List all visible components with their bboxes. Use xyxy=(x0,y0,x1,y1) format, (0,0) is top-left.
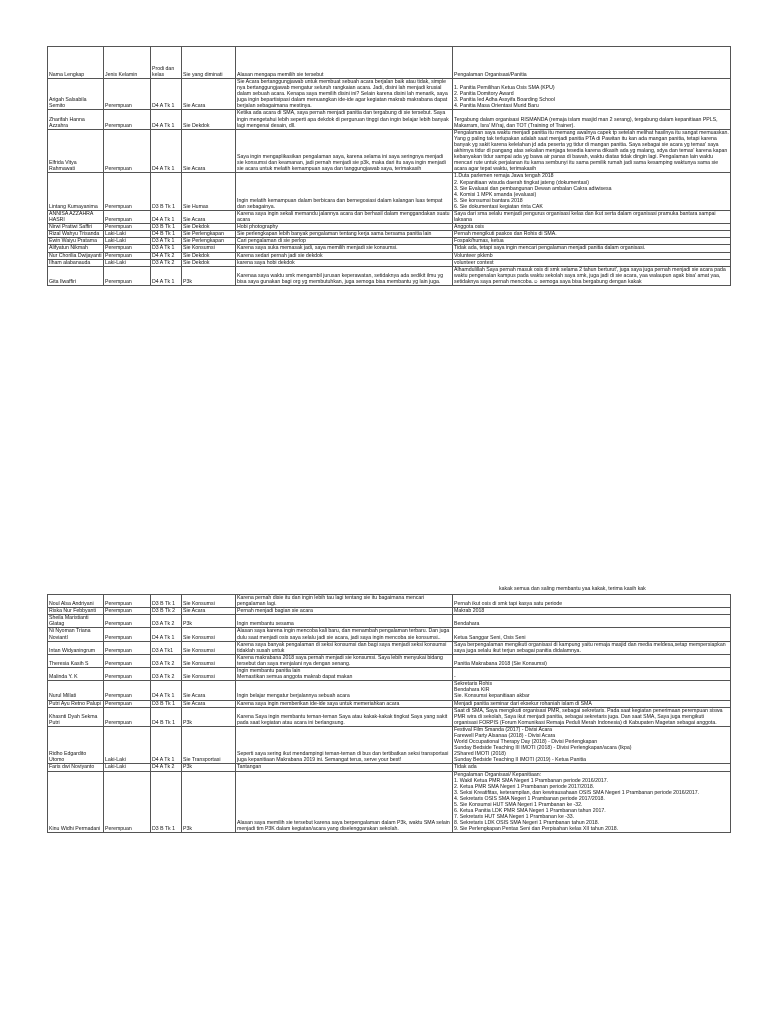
name-cell: Zharifah Hanna Azzahra xyxy=(48,110,104,129)
table-row xyxy=(48,608,731,615)
division-cell: P3k xyxy=(182,266,236,285)
class-cell: D3 A Tk 1 xyxy=(151,245,182,252)
division-cell: Sie Perlengkapan xyxy=(182,238,236,245)
class-cell: D3 A Tk1 xyxy=(151,641,182,654)
table-row xyxy=(48,615,731,628)
class-cell: D3 A Tk 2 xyxy=(151,668,182,681)
division-cell: Sie Konsumsi xyxy=(182,641,236,654)
gender-cell: Perempuan xyxy=(104,210,151,223)
gender-cell: Perempuan xyxy=(104,681,151,700)
name-cell: Alifyatun Nikmah xyxy=(48,245,104,252)
gender-cell: Perempuan xyxy=(104,707,151,726)
name-cell: Theresia Kasih S xyxy=(48,654,104,667)
reason-cell: Karena saya ingin memberikan ide-ide saya untuk memeriahkan acara xyxy=(236,700,453,707)
experience-cell: Anggota osis xyxy=(453,224,731,231)
gender-cell: Perempuan xyxy=(104,129,151,173)
class-cell: D3 B Tk 1 xyxy=(151,700,182,707)
page-2-table-wrapper xyxy=(47,594,730,833)
class-cell: D4 B Tk 1 xyxy=(151,231,182,238)
table-row xyxy=(48,595,731,608)
class-cell: D3 A Tk 2 xyxy=(151,654,182,667)
class-cell: D4 B Tk 1 xyxy=(151,707,182,726)
name-cell: ANNISA AZZAHRA HASRI xyxy=(48,210,104,223)
table-row xyxy=(48,173,731,211)
class-cell: D4 A Tk 2 xyxy=(151,252,182,259)
name-cell: Sheila Maristianti Glatag xyxy=(48,615,104,628)
experience-cell: Saya berpengalaman mengikuti organisasi di kampung yaitu remaja masjid dan media meldesa,setap mempersiapkan saya juga selalu ikut terjun sebagai panitia didalamnya. xyxy=(453,641,731,654)
experience-cell: Ketua Sanggar Seni, Osis Seni xyxy=(453,628,731,641)
division-cell: Sie Humas xyxy=(182,173,236,211)
table-header-row xyxy=(48,47,731,79)
reason-cell: Ingin melatih kemampuan dalam berbicara dan bernegosiasi dalam kalangan luas tempat dan sebagainya. xyxy=(236,173,453,211)
division-cell: Sie Transportasi xyxy=(182,726,236,764)
division-cell: Sie Dekdok xyxy=(182,252,236,259)
gender-cell: Perempuan xyxy=(104,252,151,259)
division-cell: Sie Acara xyxy=(182,129,236,173)
name-cell: Kinu Widhi Permadani xyxy=(48,771,104,833)
reason-cell: Sie Acara bertanggungjawab untuk membuat sebuah acara berjalan baik atau tidak, simple nya bertanggungjawab mengatur seluruh rangkaian acara. Jadi, disini lah menjadi krusial dalam sebuah acara. Kenapa saya memilih disini ini? Selain karena disini lah menarik, saya juga ingin bepartisipasi dalam menuangkan ide-ide agar kegiatan makrab makrabana dapat berjalan sebagaimana mestinya. xyxy=(236,79,453,110)
reason-cell: Karena pernah disie itu dan ingin lebih tau lagi tentang sie itu bagaimana mencari pengalaman lagi. xyxy=(236,595,453,608)
experience-cell: Alhamdulillah Saya pernah masuk osis di smk selama 2 tahun berturut', juga saya juga pernah menjadi sie acara pada waktu pengenalan kampus pada waktu sekolah saya smk, juga jadi di sie acara, yaa walaupun agak bisa' amat yaa, setidaknya saya pernah mencoba.☺ semoga saya bisa bergabung dengan kakak xyxy=(453,266,731,285)
gender-cell: Perempuan xyxy=(104,628,151,641)
name-cell: Khasnti Dyah Sekma Putri xyxy=(48,707,104,726)
class-cell: D3 A Tk 2 xyxy=(151,615,182,628)
reason-cell: Alasan saya karena ingin mencoba kali baru, dan menambah pengalaman terbaru. Dan juga dulu saat menjadi osis saya selalu jadi sie acara, jadi saya ingin mencoba sie konsumsi.. xyxy=(236,628,453,641)
reason-cell: Karena sedari pernah jadi sie dekdok xyxy=(236,252,453,259)
class-cell: D3 B Tk 2 xyxy=(151,608,182,615)
gender-cell: Perempuan xyxy=(104,173,151,211)
name-cell: Noul Alsa Andriyani xyxy=(48,595,104,608)
gender-cell: Perempuan xyxy=(104,110,151,129)
name-cell: Malinda Y. K xyxy=(48,668,104,681)
name-cell: Faris dwi Noviyanto xyxy=(48,764,104,771)
name-cell: Nirwi Pratiwi Saffiri xyxy=(48,224,104,231)
division-cell: Sie Acara xyxy=(182,700,236,707)
table-row xyxy=(48,210,731,223)
table-row xyxy=(48,771,731,833)
table-row xyxy=(48,245,731,252)
division-cell: Sie Dekdok xyxy=(182,259,236,266)
table-row xyxy=(48,79,731,110)
experience-cell: Panitia Makrabana 2018 (Sie Konsumsi) xyxy=(453,654,731,667)
table-row xyxy=(48,668,731,681)
reason-cell: Saya ingin mengaplikasikan pengalaman saya, karena selama ini saya seringnya menjadi sie konsumsi dan keamanan, jadi pernah menjadi sie p3k, maka dari itu saya ingin menjadi sie acara untuk melatih kemampuan saya dan tanggungjawab saya, terimakasih xyxy=(236,129,453,173)
experience-cell: Festival Film Smanda (2017) - Divisi Acara Farewell Party Alsanaa (2018) - Divisi Acara World Occupational Therapy Day (2018) - Divisi Perlengkapan Sunday Bedside Teaching III IMOTI (2018) - Divisi Perlengkapan/acara (Ikpa) 2Shared IMOTI (2018) Sunday Bedside Teaching II IMOTI (2019) - Ketua Panitia xyxy=(453,726,731,764)
gender-cell: Perempuan xyxy=(104,654,151,667)
table-row xyxy=(48,764,731,771)
name-cell: Arigah Salsabila Semito xyxy=(48,79,104,110)
table-row xyxy=(48,252,731,259)
class-cell: D4 A Tk 1 xyxy=(151,628,182,641)
reason-cell: Ingin membantu panitia lain Memastikan semua anggota makrab dapat makan xyxy=(236,668,453,681)
experience-cell: 1.Duta parlemen remaja Jawa tengah 2018 2. Kepanitiaan wisuda daerah tingkat jateng (dokumentasi) 3. Sie Evaluasi dan pembangunan Dewan ambalan Cakra adiwisesa 4. Komisi 1 MPK smanda (evaluasi) 5. Sie konsumsi bantara 2018 6. Sie dokumentasi kegiatan rinta CAK xyxy=(453,173,731,211)
name-cell: Intan Widyaningrum xyxy=(48,641,104,654)
header-cell: Sie yang diminati xyxy=(182,47,236,79)
gender-cell: Laki-Laki xyxy=(104,726,151,764)
division-cell: Sie Perlengkapan xyxy=(182,231,236,238)
class-cell: D4 A Tk 1 xyxy=(151,726,182,764)
table-row xyxy=(48,707,731,726)
experience-cell: Pengalaman Organisasi/ Kepanitiaan: 1. Wakil Ketua PMR SMA Negeri 1 Prambanan periode 2016/2017. 2. Ketua PMR SMA Negeri 1 Prambanan periode 2017/2018. 3. Seksi Kreatifitas, keterampilan, dan kewirausahaan OSIS SMA Negeri 1 Prambanan periode 2016/2017. 4. Sekretaris OSIS SMA Negeri 1 Prambanan periode 2017/2018. 5. Sie Konsumsi HUT SMA Negeri 1 Prambanan ke -32. 6. Ketua Panitia LDK PMR SMA Negeri 1 Prambanan tahun 2017. 7. Sekretaris HUT SMA Negeri 1 Prambanan ke -33. 8. Sekretaris LDK OSIS SMA Negeri 1 Prambanan tahun 2018. 9. Sie Perlengkapan Pentas Seni dan Perpisahan kelas XII tahun 2018. xyxy=(453,771,731,833)
table-row xyxy=(48,700,731,707)
name-cell: Elfrida Vitya Rahmawati xyxy=(48,129,104,173)
header-cell: Jenis Kelamin xyxy=(104,47,151,79)
name-cell: Rizal Wahyu Trisanda xyxy=(48,231,104,238)
class-cell: D4 A Tk 1 xyxy=(151,266,182,285)
reason-cell: Karena makrabana 2018 saya pernah menjadi sie konsumsi. Saya lebih menyukai bidang tersebut dan saya menjalani nya dengan senang. xyxy=(236,654,453,667)
gender-cell: Perempuan xyxy=(104,79,151,110)
table-row xyxy=(48,681,731,700)
gender-cell: Perempuan xyxy=(104,771,151,833)
gender-cell: Perempuan xyxy=(104,266,151,285)
experience-cell: volunteer contest xyxy=(453,259,731,266)
division-cell: Sie Acara xyxy=(182,681,236,700)
table-row xyxy=(48,238,731,245)
division-cell: P3k xyxy=(182,615,236,628)
class-cell: D4 A Tk 1 xyxy=(151,129,182,173)
gender-cell: Perempuan xyxy=(104,245,151,252)
experience-cell: Pernah ikut osis di smk tapi kasya satu periode xyxy=(453,595,731,608)
header-cell: Prodi dan kelas xyxy=(151,47,182,79)
name-cell: Ilham alabanauda xyxy=(48,259,104,266)
class-cell: D4 A Tk 1 xyxy=(151,79,182,110)
registration-table-page-2 xyxy=(47,594,731,833)
table-row xyxy=(48,259,731,266)
experience-cell: Pengalaman saya waktu menjadi panitia itu memang awalnya capek tp setelah melihat hasilnya itu sangat memuaskan. Yang g paling tak terlupakan adalah saat menjadi panitia PTA di Pawitan itu kan ada mangan panitia, tetapi karena banyak yg sakit karena kelelahan jd ada peserta yg tidur di mangan panitia. Saya sebagai sie acara yg temas' saya akhirnya tidur di pangang atas sekalian menjaga tesedia karena dikasih ada yg malang, sdya dan temas' karena kapan kebanyakan tidur sampai ada yg bawa air panas di bawah, waktu diatas tidak dingin lagi. Pengalaman lain waktu mencari rute untuk perjalanan itu karna sembunyi itu sama pemilik rumah jadi sama kesamping waktunya sama sie acara agar tepat waktu, terimakasih xyxy=(454,129,729,173)
gender-cell: Laki-Laki xyxy=(104,238,151,245)
gender-cell: Perempuan xyxy=(104,595,151,608)
experience-cell: Saya dari sma selalu menjadi pengurus organisasi kelas dan ikut serta dalam organisasi pramuka bantara sampai laksana xyxy=(453,210,731,223)
experience-cell: Fospak/humas, ketua xyxy=(453,238,731,245)
gender-cell: Perempuan xyxy=(104,668,151,681)
table-row xyxy=(48,654,731,667)
division-cell: Sie Acara xyxy=(182,210,236,223)
name-cell: Ridho Edgardito Utomo xyxy=(48,726,104,764)
division-cell: Sie Konsumsi xyxy=(182,668,236,681)
experience-cell: - xyxy=(453,668,731,681)
experience-cell: 1. Panitia Pemilihan Ketua Osis SMA (KPU) 2. Panitia Domitory Award 3. Panitia Ied Adha Assyifa Boarding School 4. Panitia Masa Orientasi Murid Baru xyxy=(453,79,731,110)
reason-cell: Karenaa saya waktu smk mengambil jurusan keperawatan, setidaknya ada sedikit ilmu yg bisa saya gunakan bagi org yg membutuhkan, juga semoga bisa membantu yg lain juga. xyxy=(236,266,453,285)
division-cell: Sie Konsumsi xyxy=(182,245,236,252)
name-cell: Ni Nyoman Triana Noviantl xyxy=(48,628,104,641)
division-cell: Sie Konsumsi xyxy=(182,595,236,608)
name-cell: Putri Ayu Retno Palupi xyxy=(48,700,104,707)
experience-cell: Tidak ada xyxy=(453,764,731,771)
page-1-table-wrapper xyxy=(47,46,730,286)
table-row xyxy=(48,224,731,231)
header-cell: Alasan mengapa memilih sie tersebut xyxy=(236,47,453,79)
division-cell: P3k xyxy=(182,764,236,771)
name-cell: Nurul Millati xyxy=(48,681,104,700)
gender-cell: Laki-Laki xyxy=(104,259,151,266)
reason-cell: Sie perlengkapan lebih banyak pengalaman tentang kerja sama bersama panitia lain xyxy=(236,231,453,238)
reason-cell: Ingin membantu sesama xyxy=(236,615,453,628)
class-cell: D4 A Tk 1 xyxy=(151,110,182,129)
class-cell: D3 B Tk 1 xyxy=(151,771,182,833)
table-row xyxy=(48,129,731,173)
division-cell: Sie Acara xyxy=(182,608,236,615)
reason-cell: Cari pengalaman di sie perlop xyxy=(236,238,453,245)
experience-cell: Saat di SMA, Saya mengikuti organisasi PMR, sebagai sekretaris. Pada saat kegiatan penerimaan perempuan siswa PMR wira di sekolah, Saya ikut menjadi panitia, sebagai sekretaris juga. Dan saat SMA, Saya juga mengikuti organisasi FORPIS (Forum Komunikasi Remaja Peduli Merah Indonesia) di Kabupaten Magetan sebagai anggota. xyxy=(453,707,731,726)
experience-cell: Tidak ada, tetapi saya ingin mencari pengalaman menjadi panitia dalam organisasi. xyxy=(453,245,731,252)
class-cell: D4 A Tk 1 xyxy=(151,210,182,223)
table-row xyxy=(48,110,731,129)
gender-cell: Laki-Laki xyxy=(104,764,151,771)
experience-cell: Pernah mengikuti paskos dan Rohis di SMA. xyxy=(453,231,731,238)
table-row xyxy=(48,628,731,641)
division-cell: P3k xyxy=(182,707,236,726)
registration-table-page-1 xyxy=(47,46,731,286)
division-cell: P3k xyxy=(182,771,236,833)
reason-cell: Alasan saya memilih sie tersebut karena saya berpengalaman dalam P3k, waktu SMA selain menjadi tim P3K dalam kegiatan/acara yang diselenggarakan sekolah. xyxy=(236,771,453,833)
division-cell: Sie Konsumsi xyxy=(182,628,236,641)
reason-cell: Ketika ada acara di SMA, saya pernah menjadi panitia dan tergabung di sie tersebut. Saya ingin mengetahui lebih seperti apa dekdok di perguruan tinggi dan ingin belajar lebih banyak lagi mengenai desain, dll. xyxy=(236,110,453,129)
header-cell: Nama Lengkap xyxy=(48,47,104,79)
experience-cell: Bendahara xyxy=(453,615,731,628)
table-row xyxy=(48,641,731,654)
experience-cell: Tergabung dalam organisasi RISMANDA (remaja islam masjid man 2 serang), tergabung dalam kepanitiaan PPLS, Makarram, Isra' Mi'raj, dan TOT (Training of Trainer). xyxy=(453,110,731,129)
reason-cell: Ingin belajar mengatur berjalannya sebuah acara xyxy=(236,681,453,700)
reason-cell: Karena saya banyak pengalaman di seksi konsumsi dan bagi saya menjadi seksi konsumsi tidaklah susah untuk xyxy=(236,641,453,654)
experience-cell: Volunteer pkkmb xyxy=(453,252,731,259)
reason-cell: karena saya hobi dekdok xyxy=(236,259,453,266)
reason-cell: Karena Saya ingin membantu teman-teman Saya atau kakak-kakak tingkat Saya yang sakit pada saat kegiatan atau acara ini berlangsung. xyxy=(236,707,453,726)
name-cell: Riska Nur Febbyanti xyxy=(48,608,104,615)
name-cell: Ewin Waiyu Pratama xyxy=(48,238,104,245)
reason-cell: Karena saya ingin sekali memandu jalannya acara dan berhasil dalam menggandakan suatu acara xyxy=(236,210,453,223)
division-cell: Sie Konsumsi xyxy=(182,654,236,667)
name-cell: Nur Chorilia Dwijayanti xyxy=(48,252,104,259)
experience-cell: Sekretaris Rohis Bendahara KIR Sie. Konsumsi kepanitiaan akbar xyxy=(453,681,731,700)
class-cell: D3 A Tk 1 xyxy=(151,238,182,245)
name-cell: Lintang Kumayanima xyxy=(48,173,104,211)
gender-cell: Perempuan xyxy=(104,608,151,615)
table-row xyxy=(48,266,731,285)
reason-cell: Pernah menjadi bagian sie acara xyxy=(236,608,453,615)
name-cell: Gita Ilwaffiri xyxy=(48,266,104,285)
class-cell: D4 A Tk 1 xyxy=(151,681,182,700)
reason-cell: Tantangan xyxy=(236,764,453,771)
gender-cell: Laki-Laki xyxy=(104,231,151,238)
reason-cell: Hobi photography xyxy=(236,224,453,231)
class-cell: D3 B Tk 1 xyxy=(151,224,182,231)
experience-cell: Makrab 2018 xyxy=(453,608,731,615)
gender-cell: Perempuan xyxy=(104,224,151,231)
continuation-note: kakak semua dan saling membantu yaa kakak, terima kasih kak xyxy=(499,586,646,592)
division-cell: Sie Dekdok xyxy=(182,110,236,129)
reason-cell: Seperti saya sering ikut mendampingi teman-teman di bus dan tertibatkan seksi transportasi juga kepanitiaan Makrabana 2019 ini. Semangat terus, serve your best! xyxy=(236,726,453,764)
table-row xyxy=(48,231,731,238)
class-cell: D4 A Tk 2 xyxy=(151,764,182,771)
class-cell: D3 B Tk 1 xyxy=(151,595,182,608)
header-cell: Pengalaman Organisasi/Panitia xyxy=(453,47,731,79)
reason-cell: Karena saya suka memasak jadi, saya memilih menjadi sie konsumsi. xyxy=(236,245,453,252)
gender-cell: Perempuan xyxy=(104,615,151,628)
class-cell: D3 B Tk 1 xyxy=(151,173,182,211)
gender-cell: Perempuan xyxy=(104,700,151,707)
table-row xyxy=(48,726,731,764)
division-cell: Sie Dekdok xyxy=(182,224,236,231)
gender-cell: Perempuan xyxy=(104,641,151,654)
experience-cell: Menjadi panitia seminar dari eksekur rohaniah islam di SMA xyxy=(453,700,731,707)
class-cell: D3 A Tk 2 xyxy=(151,259,182,266)
division-cell: Sie Acara xyxy=(182,79,236,110)
